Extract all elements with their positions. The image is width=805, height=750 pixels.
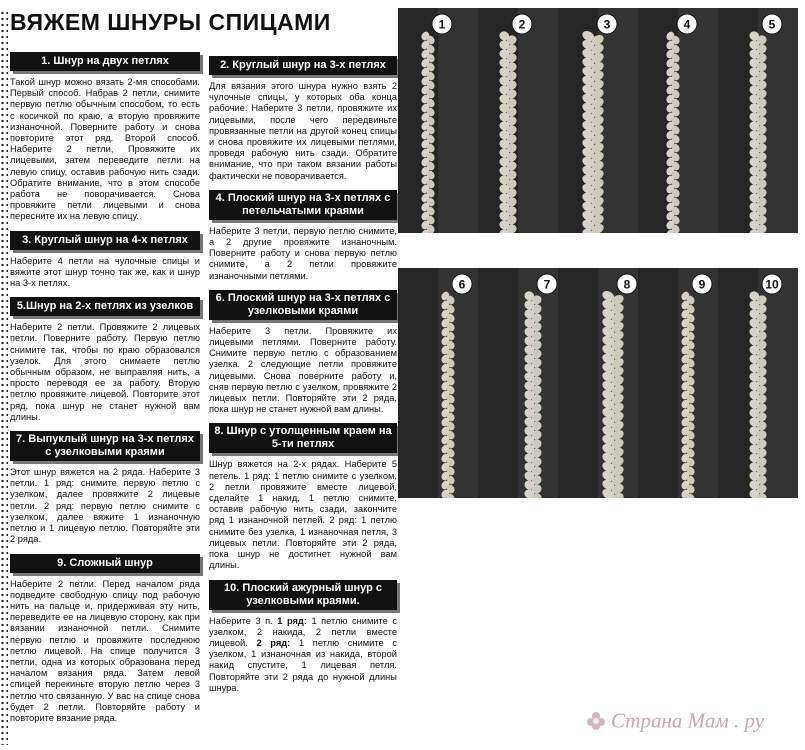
section-2-text: Для вязания этого шнура нужно взять 2 чулочные спицы, у которых оба конца рабочие. Наберите 3 петли, провяжите их лицевыми, после чего передвиньте провязанные петли на другой конец спицы и снова провяжите их лицевыми петлями, проведя рабочую нить сзади. Обратите внимание, что при таком вязании работы фактически не поворачивается. bbox=[209, 81, 397, 181]
section-2-header: 2. Круглый шнур на 3-х петлях bbox=[209, 56, 397, 75]
section-6-text: Наберите 3 петли. Провяжите их лицевыми петлями. Поверните работу. Снимите первую петлю с образованием узелка. 2 следующие петли провяжите лицевыми. Снова поверните работу и, сняв первую петлю с узелком, провяжите 2 лицевых петли. Повторяйте эти 2 ряда, пока шнур не станет нужной вам длины. bbox=[209, 325, 397, 415]
fabric-stripe bbox=[438, 8, 478, 233]
section-3-header: 3. Круглый шнур на 4-х петлях bbox=[10, 231, 200, 250]
section-5-text: Наберите 2 петли. Провяжите 2 лицевых петли. Поверните работу. Первую петлю снимите так, чтобы по краю образовался узелок. Для этого снимаете петлю обычным образом, не выправляя нить, а просто переводя ее за работу. Вторую петлю провяжите лицевой. Повторите этот ряд, пока шнур не станет нужной вам длины. bbox=[10, 322, 200, 422]
page-title: ВЯЖЕМ ШНУРЫ СПИЦАМИ bbox=[10, 9, 331, 35]
site-watermark bbox=[585, 707, 800, 745]
cord-number-label: 3 bbox=[603, 17, 611, 32]
cord-number-label: 8 bbox=[623, 277, 631, 292]
fabric-stripe bbox=[478, 268, 518, 498]
section-10-row2-label: 2 ряд: bbox=[256, 637, 291, 648]
cords-photo-bottom-image bbox=[398, 268, 798, 498]
cord-number-label: 9 bbox=[698, 277, 706, 292]
section-10-intro: Наберите 3 п. bbox=[209, 615, 273, 626]
cord-number-label: 5 bbox=[768, 17, 776, 32]
cord-number-label: 10 bbox=[765, 277, 779, 292]
section-10-row1-text: 1 петлю снимите с узелком, 2 накида, 2 петли вместе лицевой. bbox=[209, 615, 398, 648]
section-4-header: 4. Плоский шнур на 3-х петлях с петельчатыми краями bbox=[209, 190, 397, 220]
fabric-stripe bbox=[398, 268, 438, 498]
cord-number-label: 7 bbox=[543, 277, 551, 292]
column-middle bbox=[209, 56, 397, 702]
section-3-text: Наберите 4 петли на чулочные спицы и вяжите этот шнур точно так же, как и шнур на 3-х петлях. bbox=[10, 255, 200, 289]
flower-icon bbox=[585, 710, 607, 732]
section-10-header: 10. Плоский ажурный шнур с узелковыми краями. bbox=[209, 580, 397, 610]
cord-number-label: 6 bbox=[458, 277, 466, 292]
cords-photo-top-image bbox=[398, 8, 798, 233]
section-1-header: 1. Шнур на двух петлях bbox=[10, 52, 200, 71]
cords-photo-top bbox=[398, 8, 798, 233]
section-10-row2-text: 1 петлю снимите с узелком, 1 изнаночная из накида, второй накид спустите, 1 лицевая петля. Повторяйте эти 2 ряда до нужной длины шнура. bbox=[209, 637, 397, 693]
column-left bbox=[10, 52, 200, 732]
dotted-border bbox=[0, 10, 8, 745]
watermark-text: Страна Мам . ру bbox=[611, 708, 765, 733]
section-10-text bbox=[209, 616, 397, 694]
section-1-text: Такой шнур можно вязать 2-мя способами. Первый способ. Набрав 2 петли, снимите первую петлю обычным способом, то есть с косичкой по краю, а вторую провяжите изнаночной. Поверните работу и снова повторите этот ряд. Второй способ. Наберите 2 петли, Провяжите их лицевыми, затем переведите петли на левую спицу, оставив рабочую нить сзади. Обратите внимание, что в этом способе работа не поворачивается. Снова провяжите петли лицевыми и снова пересните их на левую спицу. bbox=[10, 77, 200, 222]
cord-number-label: 2 bbox=[518, 17, 526, 32]
section-7-text: Этот шнур вяжется на 2 ряда. Наберите 3 петли. 1 ряд: снимите первую петлю с узелком, далее провяжите 2 лицевые петли. 2 ряд: первую петлю снимите с узелком, далее вяжите 1 изнаночную петлю и 1 лицевую петлю. Повторяйте эти 2 ряда. bbox=[10, 467, 200, 545]
fabric-stripe bbox=[598, 8, 638, 233]
section-4-text: Наберите 3 петли, первую петлю снимите, а 2 другие провяжите изнаночным. Поверните работу и снова первую петлю снимите, а 2 петли провяжите изнаночными петлями. bbox=[209, 225, 397, 281]
section-5-header: 5.Шнур на 2-х петлях из узелков bbox=[10, 297, 200, 316]
fabric-stripe bbox=[638, 268, 678, 498]
section-6-header: 6. Плоский шнур на 3-х петлях с узелковыми краями bbox=[209, 290, 397, 320]
fabric-stripe bbox=[518, 8, 558, 233]
section-10-row1-label: 1 ряд: bbox=[277, 615, 307, 626]
section-8-text: Шнур вяжется на 2-х рядах. Наберите 5 петель. 1 ряд: 1 петлю снимите с узелком, 2 петли провяжите вместе лицевой, сделайте 1 накид, 1 петлю снимите, оставив рабочую нить сзади, закончите ряд 1 изнаночной петлей. 2 ряд: 1 петлю снимите без узелка, 1 изнаночная петля, 3 лицевых петли. Повторяйте эти 2 ряда, пока шнур не достигнет нужной вам длины. bbox=[209, 459, 397, 571]
fabric-stripe bbox=[678, 8, 718, 233]
cord-number-label: 4 bbox=[683, 17, 691, 32]
section-7-header: 7. Выпуклый шнур на 3-х петлях с узелковыми краями bbox=[10, 431, 200, 461]
cords-photo-bottom bbox=[398, 268, 798, 498]
section-9-header: 9. Сложный шнур bbox=[10, 554, 200, 573]
fabric-stripe bbox=[558, 268, 598, 498]
cord-number-label: 1 bbox=[438, 17, 446, 32]
section-9-text: Наберите 2 петли. Перед началом ряда подведите свободную спицу под рабочую нить на пальце и, придерживая эту нить, переведите ее на лицевую сторону, как при вязании изнаночной петли. Снимите первую петлю и провяжите последнюю петлю лицевой. На спице получится 3 петли, одна из которых образована перед началом вязания ряда. Затем левой спицей перекиньте вторую петлю через 3 петлю что связанную. У вас на спице снова будет 2 петли. Повторяйте работу и повторите вязание ряда. bbox=[10, 578, 200, 723]
section-8-header: 8. Шнур с утолщенным краем на 5-ти петлях bbox=[209, 423, 397, 453]
